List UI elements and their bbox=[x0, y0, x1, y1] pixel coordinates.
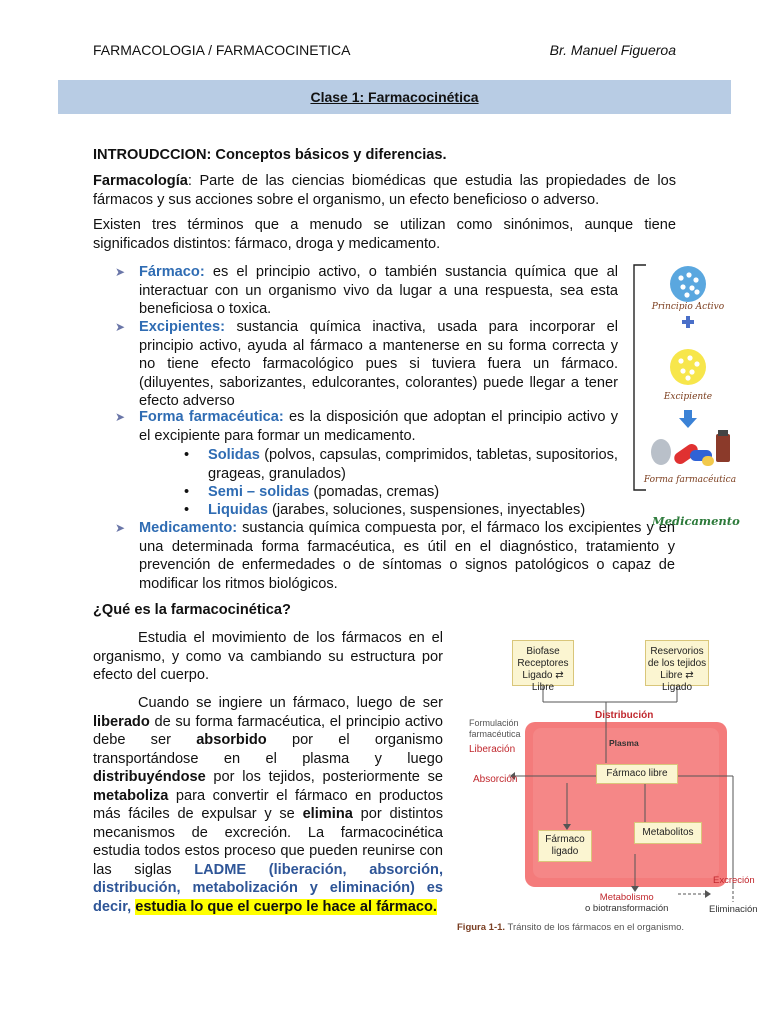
down-arrow-icon bbox=[679, 410, 697, 428]
reservorios-box: Reservorios de los tejidos Libre ⇄ Ligado bbox=[645, 640, 709, 686]
pk-paragraph-2: Cuando se ingiere un fármaco, luego de ser liberado de su forma farmacéutica, el principio activo debe ser absorbido por el organismo transportándose en el plasma y luego distribuyéndose por los tejidos, posteriormente se metaboliza para convertir el fármaco en productos más fáciles de expulsar y se elimina por distintos mecanismos de excreción. La farmacocinética estudia todos estos proceso que pueden reunirse con las siglas LADME (liberación, absorción, distribución, metabolización y eliminación) es decir, estudia lo que el cuerpo le hace al fármaco. bbox=[93, 695, 443, 915]
bracket bbox=[634, 265, 646, 490]
medicamento-figure bbox=[628, 262, 746, 537]
absorcion-label: Absorción bbox=[473, 774, 518, 785]
arrow-bullet-icon: ➤ bbox=[115, 265, 126, 279]
label-forma-farmaceutica: Forma farmacéutica bbox=[643, 475, 737, 485]
plasma-label: Plasma bbox=[609, 738, 639, 748]
medicine-pills-icon bbox=[651, 430, 730, 466]
ladme-diagram bbox=[455, 636, 758, 938]
distribucion-label: Distribución bbox=[595, 710, 654, 721]
biofase-box: Biofase Receptores Ligado ⇄ Libre bbox=[512, 640, 574, 686]
liberacion-label: Liberación bbox=[469, 744, 516, 755]
intro-heading: INTROUDCCION: Conceptos básicos y diferencias. bbox=[93, 147, 447, 163]
arrow-bullet-icon: ➤ bbox=[115, 320, 126, 334]
farmacologia-paragraph: Farmacología: Parte de las ciencias biomédicas que estudia las propiedades de los fármacos y sus acciones sobre el organismo, un efecto beneficioso o adverso. bbox=[93, 173, 676, 208]
terms-paragraph: Existen tres términos que a menudo se utilizan como sinónimos, aunque tiene significados distintos: fármaco, droga y medicamento. bbox=[93, 217, 676, 252]
farmaco-libre-box: Fármaco libre bbox=[596, 764, 678, 784]
label-excipiente: Excipiente bbox=[663, 392, 713, 402]
label-principio-activo: Principio Activo bbox=[651, 302, 725, 312]
metabolitos-box: Metabolitos bbox=[634, 822, 702, 844]
metabolismo-label: Metabolismo o biotransformación bbox=[585, 892, 669, 914]
title-band bbox=[58, 80, 731, 114]
course-title: FARMACOLOGIA / FARMACOCINETICA bbox=[93, 42, 351, 58]
arrow-bullet-icon: ➤ bbox=[115, 521, 126, 535]
farmaco-ligado-box: Fármaco ligado bbox=[538, 830, 592, 862]
pk-paragraph-1: Estudia el movimiento de los fármacos en el organismo, y como va cambiando su estructura por efecto del cuerpo. bbox=[93, 630, 443, 683]
author-name: Br. Manuel Figueroa bbox=[549, 42, 676, 58]
pk-question: ¿Qué es la farmacocinética? bbox=[93, 602, 291, 618]
arrow-bullet-icon: ➤ bbox=[115, 410, 126, 424]
excrecion-label: Excreción bbox=[713, 875, 755, 886]
label-medicamento: Medicamento bbox=[652, 514, 740, 528]
eliminacion-label: Eliminación bbox=[709, 904, 758, 915]
highlight-summary: estudia lo que el cuerpo le hace al fármaco. bbox=[135, 898, 437, 915]
figure-caption: Figura 1-1. Tránsito de los fármacos en el organismo. bbox=[457, 922, 685, 933]
page-header bbox=[93, 42, 676, 62]
formulacion-label: Formulación farmacéutica bbox=[469, 718, 521, 739]
page-title: Clase 1: Farmacocinética bbox=[310, 89, 479, 105]
